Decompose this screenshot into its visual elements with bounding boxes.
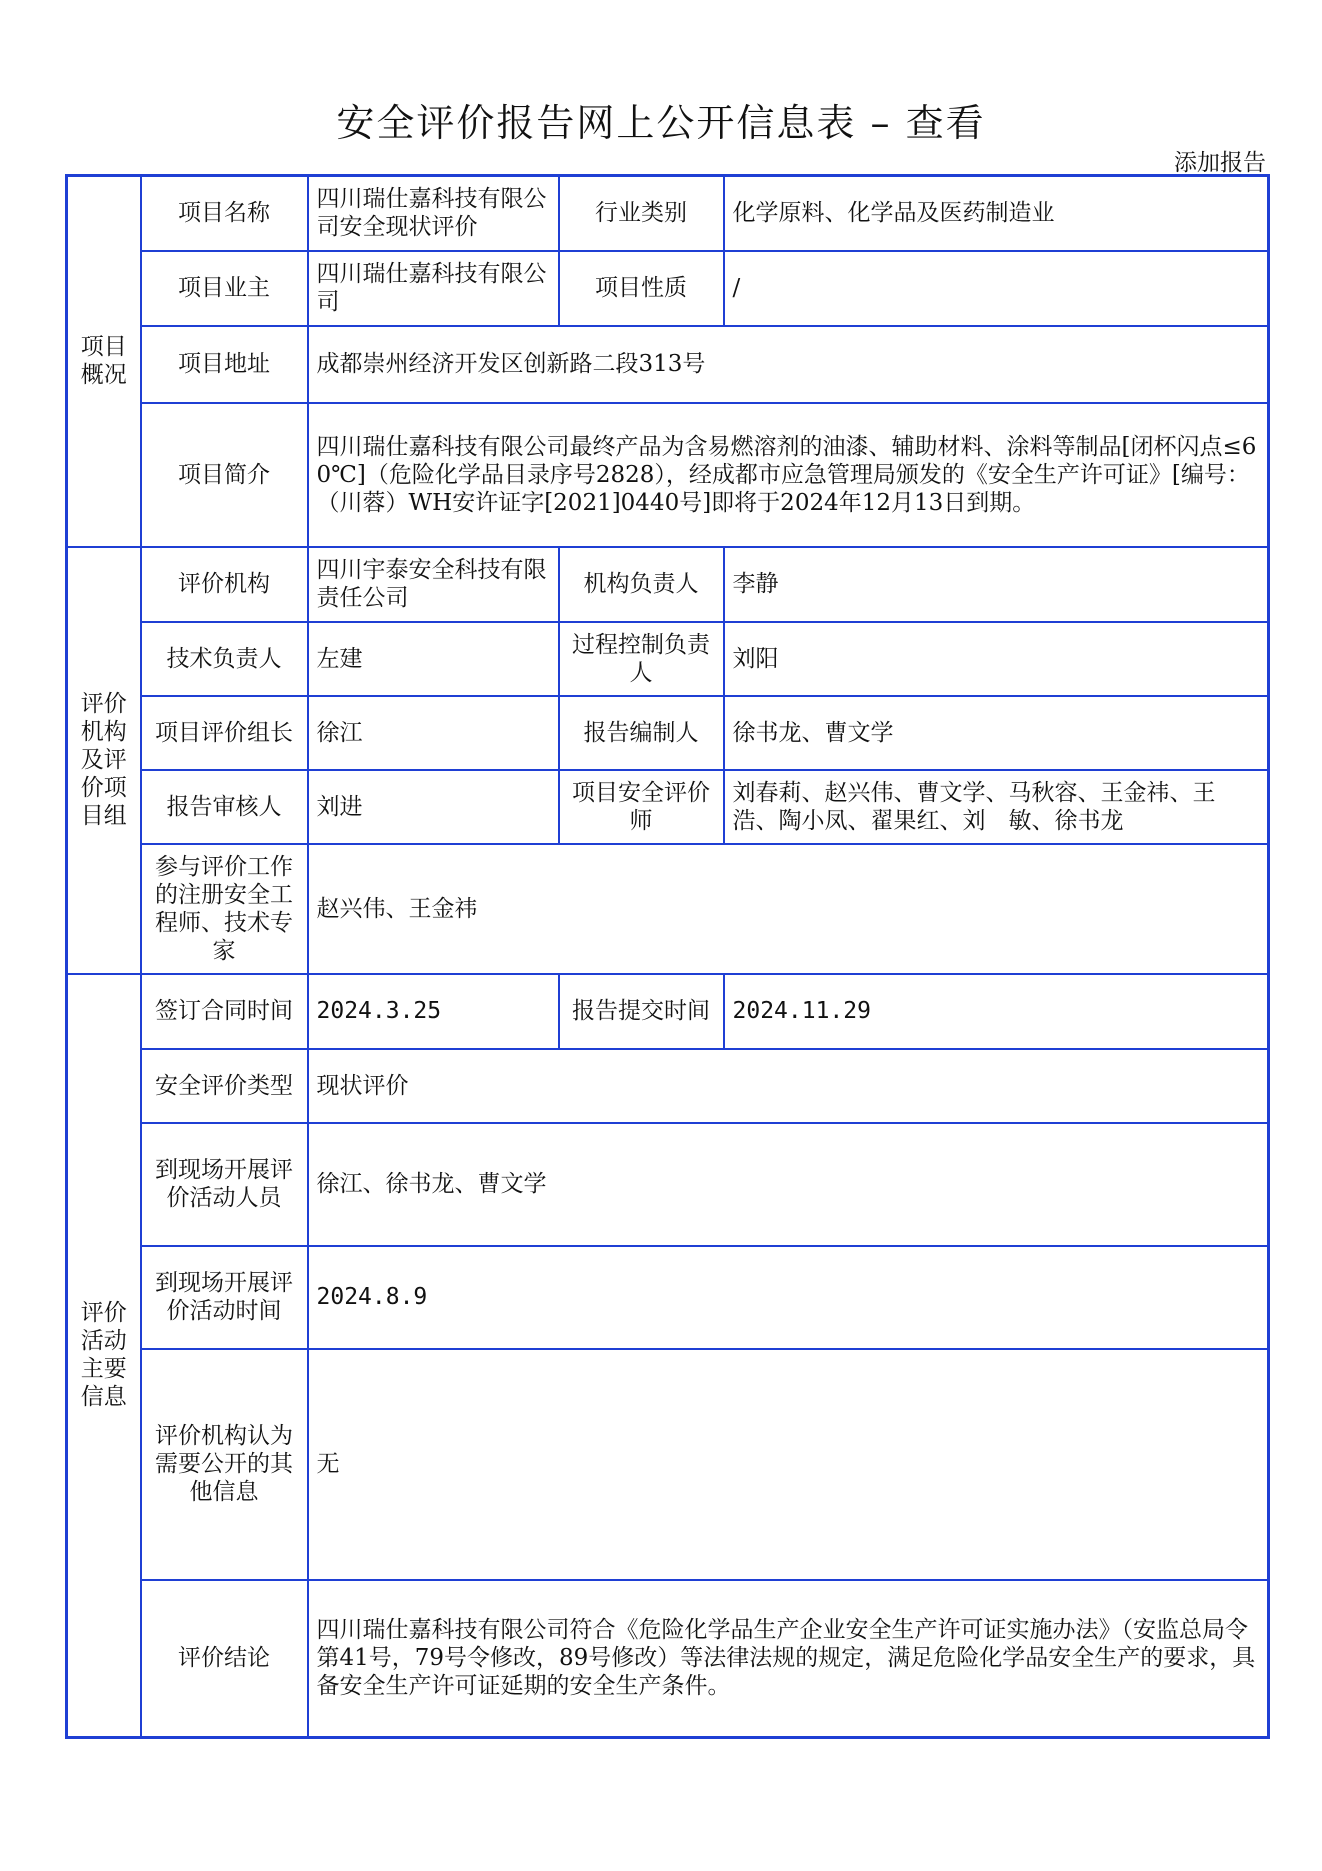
table-row bbox=[67, 326, 1269, 403]
project-nature-value: / bbox=[724, 251, 1269, 326]
section-agency-label: 评价机构及评价项目组 bbox=[67, 547, 141, 974]
report-compiler-label: 报告编制人 bbox=[559, 696, 724, 770]
industry-label: 行业类别 bbox=[559, 176, 724, 251]
project-name-label: 项目名称 bbox=[141, 176, 308, 251]
project-intro-value: 四川瑞仕嘉科技有限公司最终产品为含易燃溶剂的油漆、辅助材料、涂料等制品[闭杯闪点≤60℃]（危险化学品目录序号2828），经成都市应急管理局颁发的《安全生产许可证》[编号：（川蓉）WH安许证字[2021]0440号]即将于2024年12月13日到期。 bbox=[308, 403, 1269, 547]
table-row bbox=[67, 1349, 1269, 1580]
table-row bbox=[67, 1049, 1269, 1123]
page-title: 安全评价报告网上公开信息表 – 查看 bbox=[336, 101, 986, 145]
submit-date-label: 报告提交时间 bbox=[559, 974, 724, 1049]
project-name-value: 四川瑞仕嘉科技有限公司安全现状评价 bbox=[308, 176, 559, 251]
table-row bbox=[67, 403, 1269, 547]
table-row bbox=[67, 696, 1269, 770]
agency-org-label: 评价机构 bbox=[141, 547, 308, 622]
tech-head-label: 技术负责人 bbox=[141, 622, 308, 696]
report-compiler-value: 徐书龙、曹文学 bbox=[724, 696, 1269, 770]
tech-head-value: 左建 bbox=[308, 622, 559, 696]
process-head-value: 刘阳 bbox=[724, 622, 1269, 696]
report-reviewer-label: 报告审核人 bbox=[141, 770, 308, 844]
agency-head-value: 李静 bbox=[724, 547, 1269, 622]
agency-head-label: 机构负责人 bbox=[559, 547, 724, 622]
process-head-label: 过程控制负责人 bbox=[559, 622, 724, 696]
safety-engineers-value: 刘春莉、赵兴伟、曹文学、马秋容、王金祎、王浩、陶小凤、翟果红、刘 敏、徐书龙 bbox=[724, 770, 1269, 844]
team-leader-value: 徐江 bbox=[308, 696, 559, 770]
submit-date-value: 2024.11.29 bbox=[724, 974, 1269, 1049]
table-row bbox=[67, 770, 1269, 844]
add-report-link[interactable]: 添加报告 bbox=[1174, 150, 1266, 176]
industry-value: 化学原料、化学品及医药制造业 bbox=[724, 176, 1269, 251]
other-info-label: 评价机构认为需要公开的其他信息 bbox=[141, 1349, 308, 1580]
onsite-time-label: 到现场开展评价活动时间 bbox=[141, 1246, 308, 1349]
team-leader-label: 项目评价组长 bbox=[141, 696, 308, 770]
project-owner-label: 项目业主 bbox=[141, 251, 308, 326]
project-intro-label: 项目简介 bbox=[141, 403, 308, 547]
table-row bbox=[67, 547, 1269, 622]
project-address-label: 项目地址 bbox=[141, 326, 308, 403]
agency-org-value: 四川宇泰安全科技有限责任公司 bbox=[308, 547, 559, 622]
section-activity-label: 评价活动主要信息 bbox=[67, 974, 141, 1738]
table-row bbox=[67, 176, 1269, 251]
onsite-time-value: 2024.8.9 bbox=[308, 1246, 1269, 1349]
table-row bbox=[67, 1123, 1269, 1246]
conclusion-value: 四川瑞仕嘉科技有限公司符合《危险化学品生产企业安全生产许可证实施办法》（安监总局令第41号，79号令修改，89号修改）等法律法规的规定，满足危险化学品安全生产的要求，具备安全生产许可证延期的安全生产条件。 bbox=[308, 1580, 1269, 1738]
other-info-value: 无 bbox=[308, 1349, 1269, 1580]
table-row bbox=[67, 251, 1269, 326]
table-row bbox=[67, 622, 1269, 696]
section-overview-label: 项目概况 bbox=[67, 176, 141, 547]
conclusion-label: 评价结论 bbox=[141, 1580, 308, 1738]
table-row bbox=[67, 1580, 1269, 1738]
report-reviewer-value: 刘进 bbox=[308, 770, 559, 844]
table-row bbox=[67, 844, 1269, 974]
experts-label: 参与评价工作的注册安全工程师、技术专家 bbox=[141, 844, 308, 974]
table-row bbox=[67, 974, 1269, 1049]
experts-value: 赵兴伟、王金祎 bbox=[308, 844, 1269, 974]
evaluation-type-label: 安全评价类型 bbox=[141, 1049, 308, 1123]
contract-date-value: 2024.3.25 bbox=[308, 974, 559, 1049]
evaluation-type-value: 现状评价 bbox=[308, 1049, 1269, 1123]
onsite-people-label: 到现场开展评价活动人员 bbox=[141, 1123, 308, 1246]
table-row bbox=[67, 1246, 1269, 1349]
safety-engineers-label: 项目安全评价师 bbox=[559, 770, 724, 844]
info-table bbox=[65, 174, 1270, 1739]
project-owner-value: 四川瑞仕嘉科技有限公司 bbox=[308, 251, 559, 326]
onsite-people-value: 徐江、徐书龙、曹文学 bbox=[308, 1123, 1269, 1246]
contract-date-label: 签订合同时间 bbox=[141, 974, 308, 1049]
project-nature-label: 项目性质 bbox=[559, 251, 724, 326]
project-address-value: 成都崇州经济开发区创新路二段313号 bbox=[308, 326, 1269, 403]
